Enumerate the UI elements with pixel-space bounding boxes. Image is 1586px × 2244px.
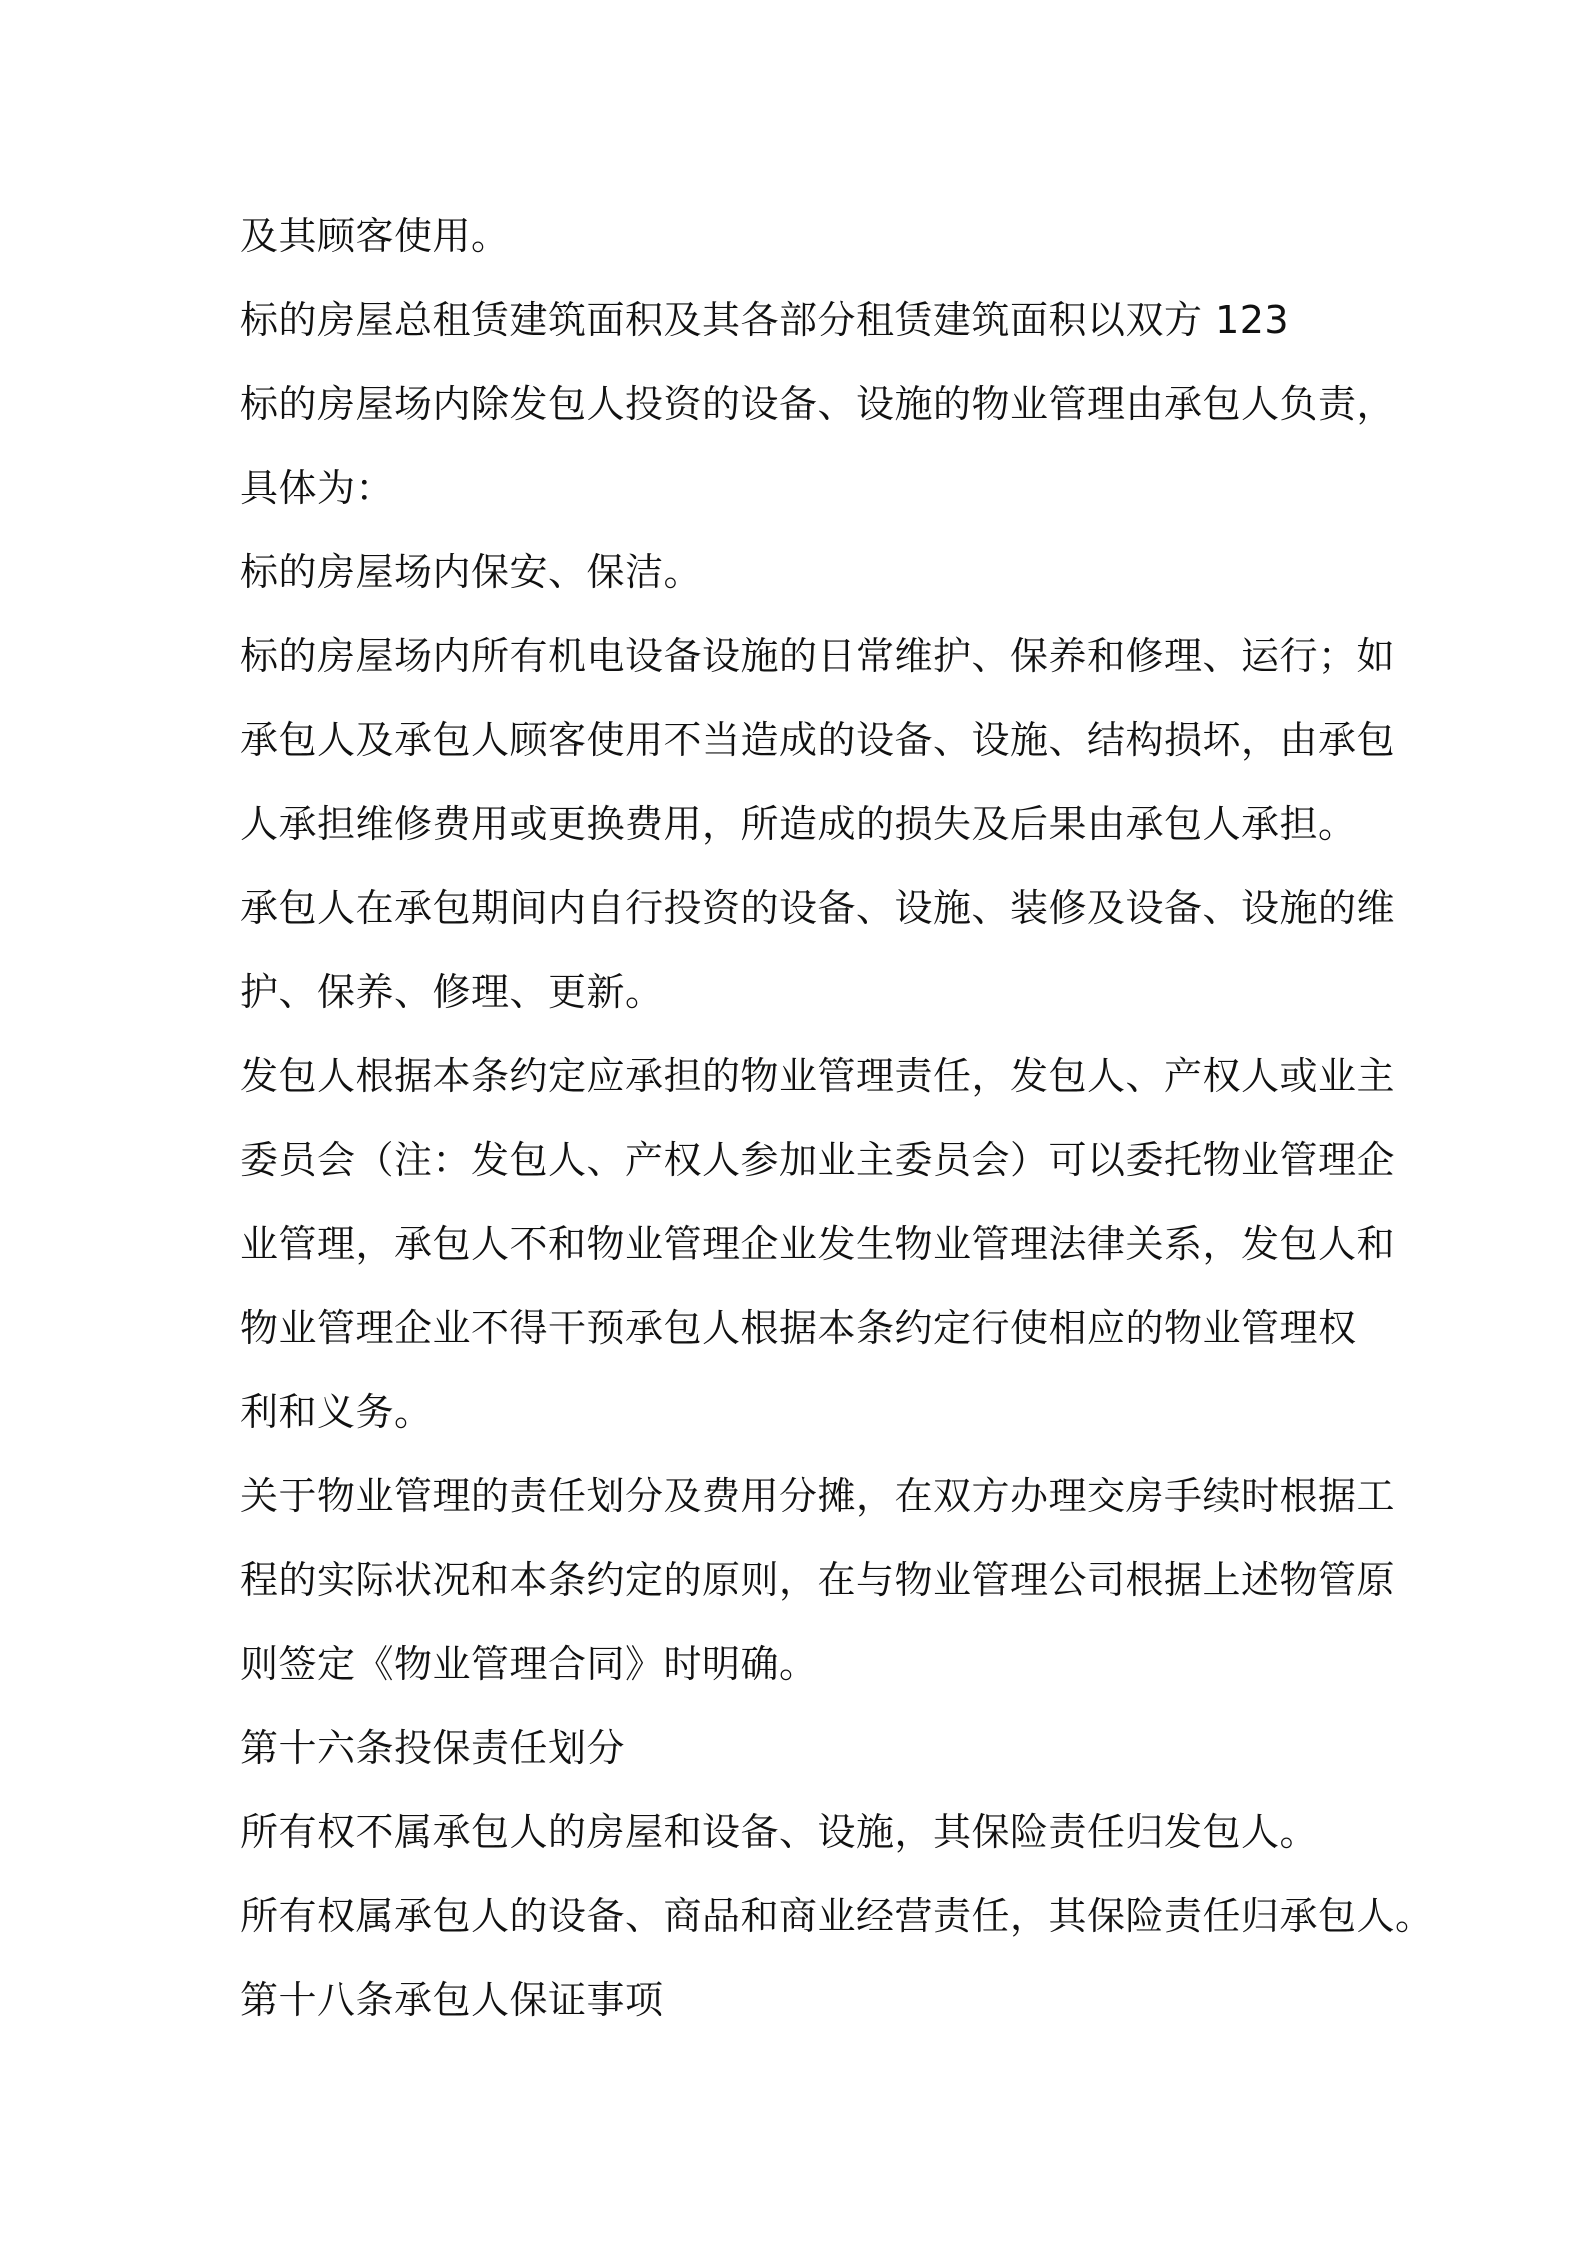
text-line: 标的房屋场内所有机电设备设施的日常维护、保养和修理、运行；如 [240, 634, 1396, 678]
text-line: 业管理，承包人不和物业管理企业发生物业管理法律关系，发包人和 [240, 1222, 1396, 1266]
text-line: 物业管理企业不得干预承包人根据本条约定行使相应的物业管理权 [240, 1306, 1357, 1350]
section-heading: 第十八条承包人保证事项 [240, 1978, 664, 2022]
section-heading: 第十六条投保责任划分 [240, 1726, 626, 1770]
text-line: 承包人及承包人顾客使用不当造成的设备、设施、结构损坏，由承包 [240, 718, 1396, 762]
text-line: 委员会（注：发包人、产权人参加业主委员会）可以委托物业管理企 [240, 1138, 1396, 1182]
text-line: 利和义务。 [240, 1390, 433, 1434]
text-line: 标的房屋场内保安、保洁。 [240, 550, 703, 594]
text-line: 人承担维修费用或更换费用，所造成的损失及后果由承包人承担。 [240, 802, 1357, 846]
text-line: 所有权属承包人的设备、商品和商业经营责任，其保险责任归承包人。 [240, 1894, 1434, 1938]
text-line: 标的房屋场内除发包人投资的设备、设施的物业管理由承包人负责， [240, 382, 1396, 426]
text-line: 护、保养、修理、更新。 [240, 970, 664, 1014]
text-line: 及其顾客使用。 [240, 214, 510, 258]
text-line: 则签定《物业管理合同》时明确。 [240, 1642, 818, 1686]
text-line: 承包人在承包期间内自行投资的设备、设施、装修及设备、设施的维 [240, 886, 1396, 930]
text-line: 具体为： [240, 466, 395, 510]
text-line: 所有权不属承包人的房屋和设备、设施，其保险责任归发包人。 [240, 1810, 1319, 1854]
text-line: 程的实际状况和本条约定的原则，在与物业管理公司根据上述物管原 [240, 1558, 1396, 1602]
text-line: 标的房屋总租赁建筑面积及其各部分租赁建筑面积以双方 123 [240, 298, 1290, 342]
document-body [240, 194, 1434, 2042]
text-line: 关于物业管理的责任划分及费用分摊，在双方办理交房手续时根据工 [240, 1474, 1396, 1518]
text-line: 发包人根据本条约定应承担的物业管理责任，发包人、产权人或业主 [240, 1054, 1396, 1098]
